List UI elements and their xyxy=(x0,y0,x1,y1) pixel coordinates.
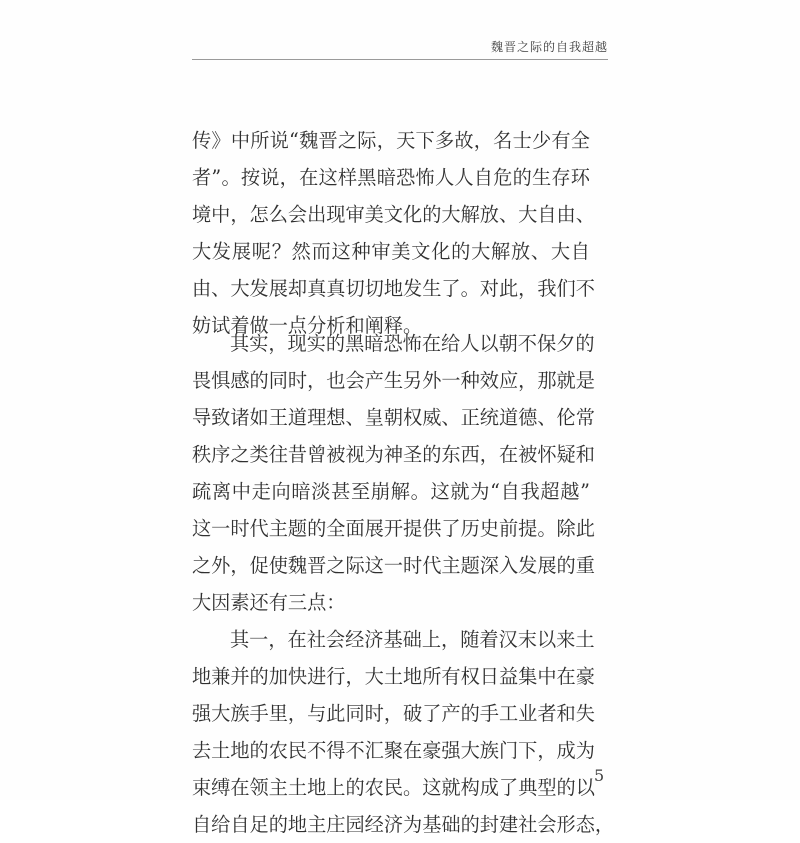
paragraph-2 xyxy=(192,325,615,843)
text-line: 大因素还有三点： xyxy=(192,591,346,614)
text-line: 之外，促使魏晋之际这一时代主题深入发展的重 xyxy=(192,554,595,577)
text-line: 地兼并的加快进行，大土地所有权日益集中在豪 xyxy=(192,665,595,688)
text-line: 去土地的农民不得不汇聚在豪强大族门下，成为 xyxy=(192,739,595,762)
text-line: 传》中所说“魏晋之际，天下多故，名士少有全 xyxy=(192,129,590,152)
text-line: 强大族手里，与此同时，破了产的手工业者和失 xyxy=(192,702,595,725)
header-rule xyxy=(192,59,608,60)
paragraph-1 xyxy=(192,122,595,344)
running-header: 魏晋之际的自我超越 xyxy=(490,40,608,54)
text-line: 束缚在领主土地上的农民。这就构成了典型的以 xyxy=(192,776,595,799)
text-line: 这一时代主题的全面展开提供了历史前提。除此 xyxy=(192,517,595,540)
text-line: 导致诸如王道理想、皇朝权威、正统道德、伦常 xyxy=(192,406,595,429)
text-line: 畏惧感的同时，也会产生另外一种效应，那就是 xyxy=(192,369,595,392)
text-line: 妨试着做一点分析和阐释。 xyxy=(192,314,423,337)
text-line: 由、大发展却真真切切地发生了。对此，我们不 xyxy=(192,277,595,300)
page-number: 5 xyxy=(594,766,605,785)
text-line: 境中，怎么会出现审美文化的大解放、大自由、 xyxy=(192,203,595,226)
text-line: 大发展呢？然而这种审美文化的大解放、大自 xyxy=(192,240,590,263)
text-line: 秩序之类往昔曾被视为神圣的东西，在被怀疑和 xyxy=(192,443,595,466)
text-line: 自给自足的地主庄园经济为基础的封建社会形态， xyxy=(192,813,615,836)
text-line: 疏离中走向暗淡甚至崩解。这就为“自我超越” xyxy=(192,480,590,503)
text-line: 其一，在社会经济基础上，随着汉末以来土 xyxy=(230,628,595,651)
text-line: 其实，现实的黑暗恐怖在给人以朝不保夕的 xyxy=(230,332,595,355)
text-line: 者”。按说，在这样黑暗恐怖人人自危的生存环 xyxy=(192,166,590,189)
